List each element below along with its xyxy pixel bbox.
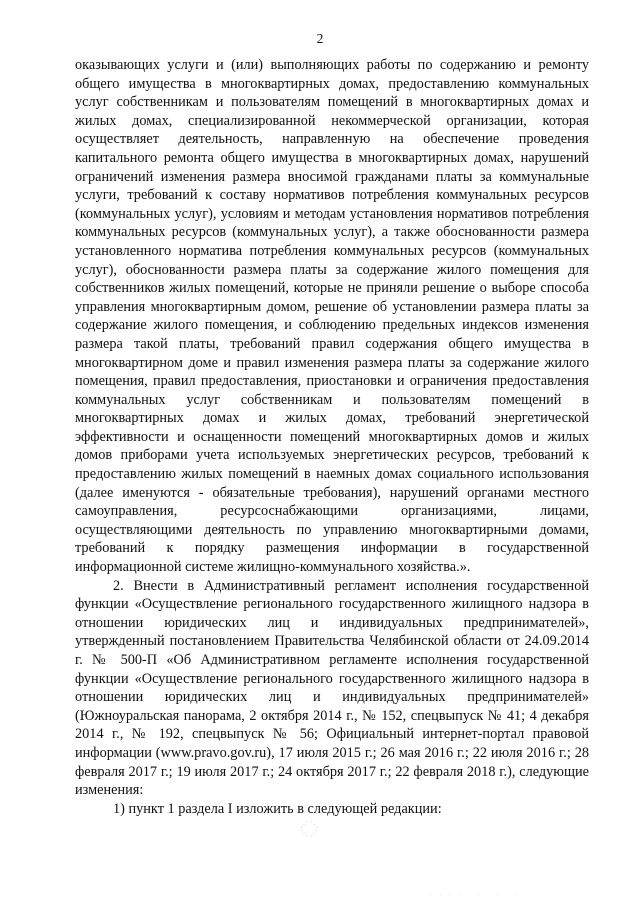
scan-edge-icon: · · · · · · · · · · (430, 893, 521, 899)
paragraph-subitem-1: 1) пункт 1 раздела I изложить в следующей редакции: (113, 800, 442, 817)
page-number: 2 (316, 31, 324, 46)
paragraph-continuation: оказывающих услуги и (или) выполняющих работы по содержанию и ремонту общего имущества в многоквартирных домах, предоставлению коммунальных услуг собственникам и пользователям помещений в многоквартирных домах и жилых домах, специализированной некоммерческой организации, которая осуществляет деятельность, направленную на обеспечение проведения капитального ремонта общего имущества в многоквартирных домах, нарушений ограничений изменения размера вносимой гражданами платы за коммунальные услуги, требований к составу нормативов потребления коммунальных ресурсов (коммунальных услуг), условиям и методам установления нормативов потребления коммунальных ресурсов (коммунальных услуг), а также обоснованности размера установленного норматива потребления коммунальных ресурсов (коммунальных услуг), обоснованности размера платы за содержание жилого помещения для собственников жилых помещений, которые не приняли решение о выборе способа управления многоквартирным домом, решение об установлении размера платы за содержание жилого помещения, и соблюдению предельных индексов изменения размера такой платы, требований правил содержания общего имущества в многоквартирном доме и правил изменения размера платы за содержание жилого помещения, правил предоставления, приостановки и ограничения предоставления коммунальных услуг собственникам и пользователям помещений в многоквартирных домах и жилых домах, требований энергетической эффективности и оснащенности помещений многоквартирных домов и жилых домов приборами учета используемых энергетических ресурсов, требований к предоставлению жилых помещений в наемных домах социального использования (далее именуются - обязательные требования), нарушений органами местного самоуправления, ресурсоснабжающими организациями, лицами, осуществляющими деятельность по управлению многоквартирными домами, требований к порядку размещения информации в государственной информационной системе жилищно-коммунального хозяйства.». (75, 57, 589, 576)
paragraph-item-2: 2. Внести в Административный регламент исполнения государственной функции «Осуществление регионального государственного жилищного надзора в отношении юридических лиц и индивидуальных предпринимателей», утвержденный постановлением Правительства Челябинской области от 24.09.2014 г. № 500-П «Об Административном регламенте исполнения государственной функции «Осуществление регионального государственного жилищного надзора в отношении юридических лиц и индивидуальных предпринимателей» (Южноуральская панорама, 2 октября 2014 г., № 152, спецвыпуск № 41; 4 декабря 2014 г., № 192, спецвыпуск № 56; Официальный интернет-портал правовой информации (www.pravo.gov.ru), 17 июля 2015 г.; 26 мая 2016 г.; 22 июля 2016 г.; 28 февраля 2017 г.; 19 июля 2017 г.; 24 октября 2017 г.; 22 февраля 2018 г.), следующие изменения: (75, 577, 589, 799)
document-body (75, 56, 589, 818)
scan-artifact-icon: ⋰⋱ ⋱⋰ (300, 820, 320, 838)
